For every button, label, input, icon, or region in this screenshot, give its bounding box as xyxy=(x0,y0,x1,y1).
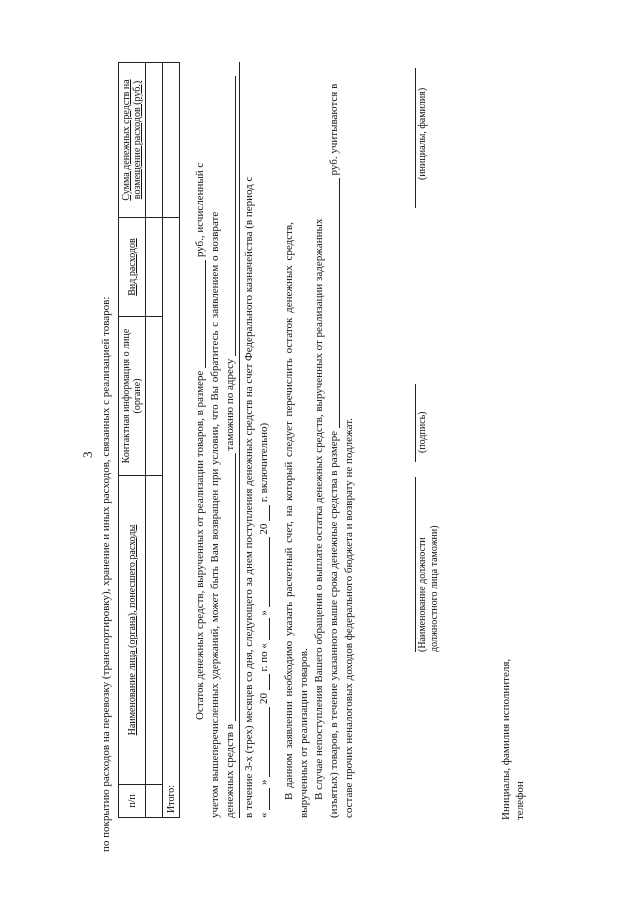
name-line xyxy=(415,68,416,208)
para3-line2-tail: руб. учитываются в xyxy=(328,83,340,176)
date-close-quote-2: » xyxy=(258,610,270,616)
table-header-row xyxy=(119,63,146,818)
year-to-blank xyxy=(258,505,270,521)
para3-line2-text: (изъятых) товаров, в течение указанного выше срока денежные средства в размере xyxy=(328,430,340,818)
para1-line4: в течение 3-х (трех) месяцев со дня, следующего за днем поступления денежных средств на счет Федерального казначейства (в период с xyxy=(243,176,255,818)
col-header-type-text: Вид расходов xyxy=(126,238,138,296)
day-from-blank xyxy=(258,788,270,810)
table-total-row xyxy=(163,63,180,818)
para2-line1: В данном заявлении необходимо указать расчетный счет, на который следует перечислить остаток денежных средств, xyxy=(283,222,295,800)
total-value-cell xyxy=(163,63,180,218)
para3-line1: В случае непоступления Вашего обращения о выплате остатка денежных средств, вырученных от реализации задержанных xyxy=(313,218,325,800)
table-cell xyxy=(146,785,163,818)
table-cell xyxy=(146,218,163,317)
col-header-contact: Контактная информация о лице (органе) xyxy=(119,317,146,476)
col-header-name-text: Наименование лица (органа), понесшего расходы xyxy=(126,524,138,736)
month-to-blank xyxy=(258,537,270,607)
address-blank xyxy=(224,76,236,356)
name-caption: (инициалы, фамилия) xyxy=(417,87,428,180)
day-to-blank xyxy=(258,618,270,640)
position-caption-2: должностного лица таможни) xyxy=(429,525,440,652)
para2-line2: вырученных от реализации товаров. xyxy=(298,648,310,818)
month-from-blank xyxy=(258,707,270,777)
date-inclusive: г. включительно) xyxy=(258,422,270,503)
year-prefix-2: 20 xyxy=(258,523,270,535)
section-heading: по покрытию расходов на перевозку (транспортировку), хранение и иных расходов, связанных с реализацией товаров: xyxy=(100,296,112,852)
table-row xyxy=(146,63,163,818)
amount-blank-2 xyxy=(328,178,340,428)
executor-line1: Инициалы, фамилия исполнителя, xyxy=(500,658,512,820)
year-prefix: 20 xyxy=(258,693,270,704)
table-cell xyxy=(146,317,163,476)
amount-blank xyxy=(194,260,206,368)
page-number: 3 xyxy=(80,451,95,458)
col-header-type xyxy=(119,218,146,317)
col-header-sum-text: Сумма денежных средств на возмещение расходов (руб.) xyxy=(121,79,143,201)
table-cell xyxy=(146,63,163,218)
para1-line3-tail: таможню по адресу xyxy=(224,358,236,451)
para1-line1-tail: руб., исчисленный с xyxy=(194,162,206,258)
year-from-blank xyxy=(258,674,270,690)
customs-name-blank xyxy=(224,453,236,721)
col-header-number: п/п xyxy=(119,785,146,818)
signature-caption: (подпись) xyxy=(417,411,428,453)
para1-line2: учетом вышеперечисленных удержаний, может быть Вам возвращен при условии, что Вы обратитесь с заявлением о возврате xyxy=(209,211,221,818)
signature-line xyxy=(415,384,416,462)
table-cell xyxy=(146,476,163,785)
date-open-quote: « xyxy=(258,812,270,818)
para3-line3: составе прочих неналоговых доходов федерального бюджета и возврату не подлежат. xyxy=(343,418,355,818)
col-header-sum xyxy=(119,63,146,218)
position-caption-1: (Наименование должности xyxy=(417,537,428,652)
total-label: Итого: xyxy=(163,218,180,818)
col-header-name xyxy=(119,476,146,785)
executor-line2: телефон xyxy=(514,781,526,820)
costs-table xyxy=(118,62,180,818)
rule-line xyxy=(239,62,240,818)
date-close-quote: » xyxy=(258,779,270,785)
date-to-label: г. по « xyxy=(258,643,270,672)
para1-line3-text: денежных средств в xyxy=(224,724,236,818)
para1-line1-text: Остаток денежных средств, вырученных от реализации товаров, в размере xyxy=(194,370,206,720)
position-line xyxy=(415,477,416,652)
